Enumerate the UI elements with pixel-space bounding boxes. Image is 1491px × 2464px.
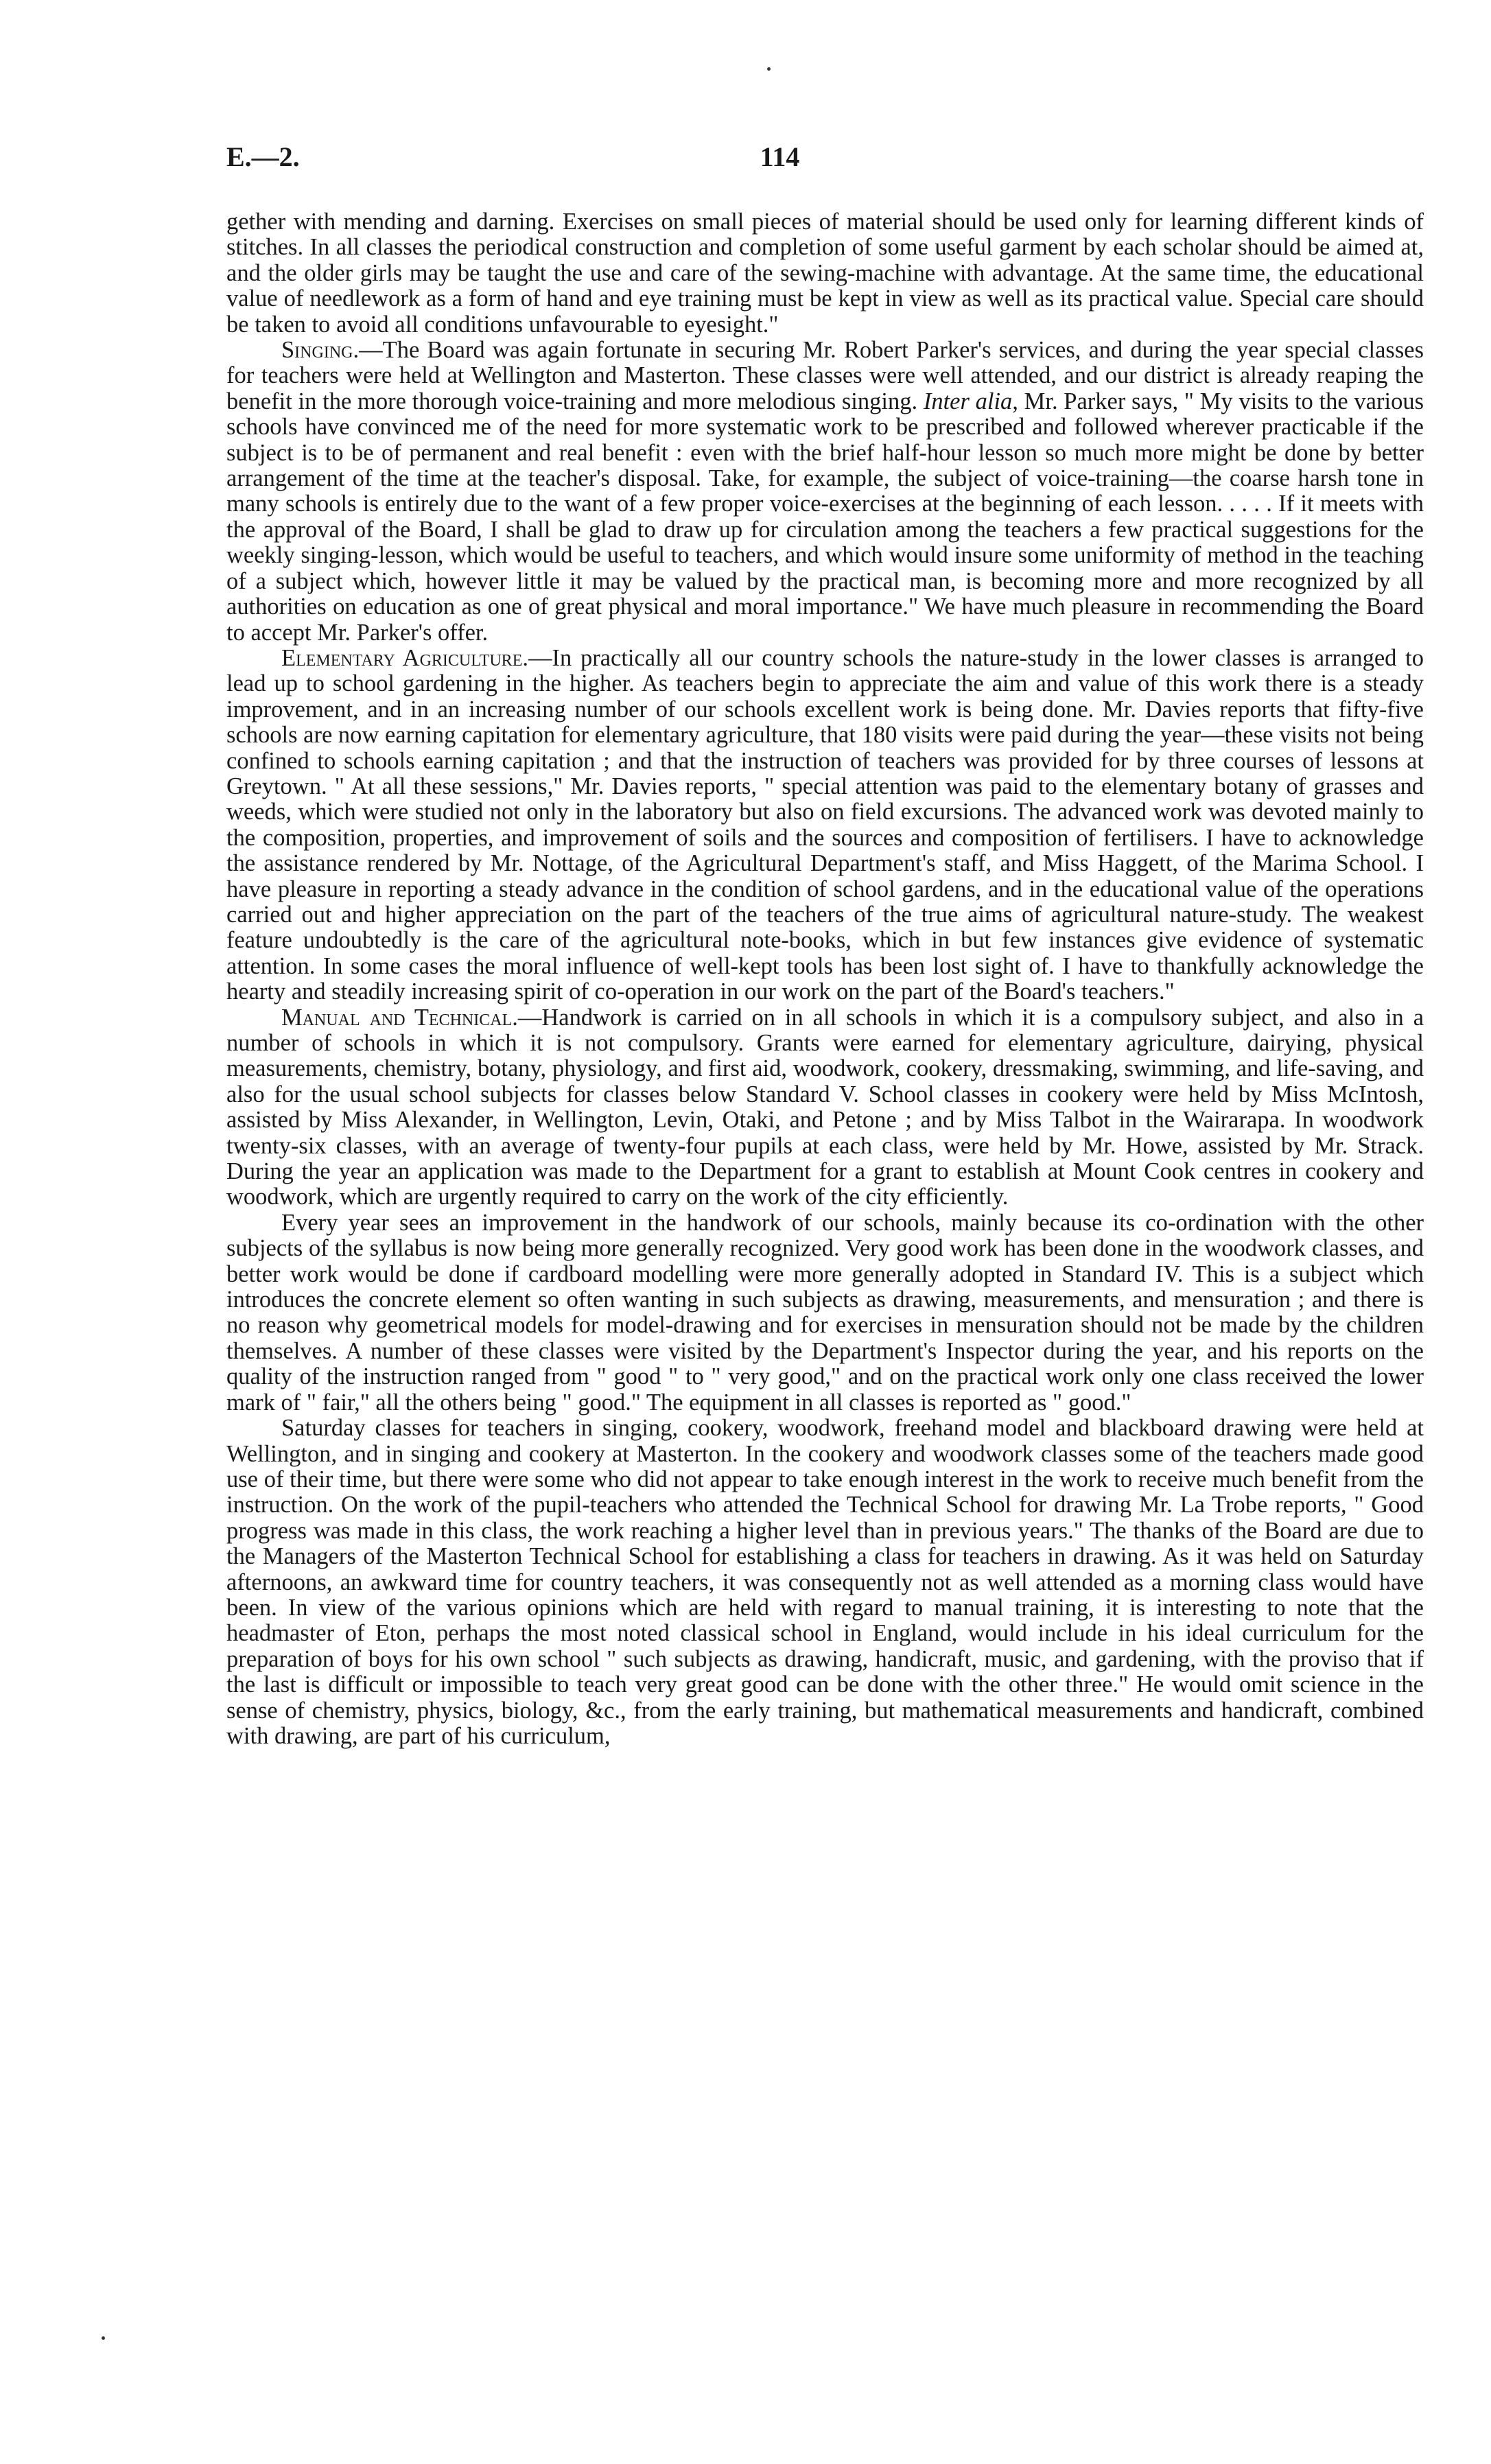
section-heading-elementary-agriculture: Elementary Agriculture. bbox=[281, 644, 528, 671]
section-heading-singing: Singing. bbox=[281, 337, 360, 364]
paragraph-text: Saturday classes for teachers in singing, cookery, woodwork, freehand model and blackboard drawing were held at Wellington, and in singing and cookery at Masterton. In the cookery and woodwork classes some of the teachers made good use of their time, but there were some who did not appear to take enough interest in the work to receive much benefit from the instruction. On the work of the pupil-teachers who attended the Technical School for drawing Mr. La Trobe reports, " Good progress was made in this class, the work reaching a higher level than in previous years." The thanks of the Board are due to the Managers of the Masterton Technical School for establishing a class for teachers in drawing. As it was held on Saturday afternoons, an awkward time for country teachers, it was consequently not as well attended as a morning class would have been. In view of the various opinions which are held with regard to manual training, it is interesting to note that the headmaster of Eton, perhaps the most noted classical school in England, would include in his ideal curriculum for the preparation of boys for his own school " such subjects as drawing, handicraft, music, and gardening, with the proviso that if the last is difficult or impossible to teach very great good can be done with the other three." He would omit science in the sense of chemistry, physics, biology, &c., from the early training, but mathematical measurements and handicraft, combined with drawing, are part of his curriculum, bbox=[226, 1415, 1424, 1749]
page-body bbox=[226, 209, 1424, 1749]
paragraph-manual-and-technical bbox=[226, 1005, 1424, 1210]
paragraph-text: —In practically all our country schools the nature-study in the lower classes is arranged to lead up to school gardening in the higher. As teachers begin to appreciate the aim and value of this work there is a steady improvement, and in an increasing number of our schools excellent work is being done. Mr. Davies reports that fifty-five schools are now earning capitation for elementary agriculture, that 180 visits were paid during the year—these visits not being confined to schools earning capitation ; and that the instruction of teachers was provided for by three courses of lessons at Greytown. " At all these sessions," Mr. Davies reports, " special attention was paid to the elementary botany of grasses and weeds, which were studied not only in the laboratory but also on field excursions. The advanced work was devoted mainly to the composition, properties, and improvement of soils and the sources and composition of fertilisers. I have to acknowledge the assistance rendered by Mr. Nottage, of the Agricultural Department's staff, and Miss Haggett, of the Marima School. I have pleasure in reporting a steady advance in the condition of school gardens, and in the educational value of the operations carried out and higher appreciation on the part of the teachers of the true aims of agricultural nature-study. The weakest feature undoubtedly is the care of the agricultural note-books, which in but few instances give evidence of systematic attention. In some cases the moral influence of well-kept tools has been lost sight of. I have to thankfully acknowledge the hearty and steadily increasing spirit of co-operation in our work on the part of the Board's teachers." bbox=[226, 644, 1424, 1005]
paragraph-saturday-classes bbox=[226, 1416, 1424, 1749]
paragraph-text: gether with mending and darning. Exercises on small pieces of material should be used only for learning different kinds of stitches. In all classes the periodical construction and completion of some useful garment by each scholar should be aimed at, and the older girls may be taught the use and care of the sewing-machine with advantage. At the same time, the educational value of needlework as a form of hand and eye training must be kept in view as well as its practical value. Special care should be taken to avoid all conditions unfavourable to eyesight." bbox=[226, 209, 1424, 338]
paragraph-text: Every year sees an improvement in the handwork of our schools, mainly because its co-ordination with the other subjects of the syllabus is now being more generally recognized. Very good work has been done in the woodwork classes, and better work would be done if cardboard modelling were more generally adopted in Standard IV. This is a subject which introduces the concrete element so often wanting in such subjects as drawing, measurements, and mensuration ; and there is no reason why geometrical models for model-drawing and for exercises in mensuration should not be made by the children themselves. A number of these classes were visited by the Department's Inspector during the year, and his reports on the quality of the instruction ranged from " good " to " very good," and on the practical work only one class received the lower mark of " fair," all the others being " good." The equipment in all classes is reported as " good." bbox=[226, 1209, 1424, 1416]
paragraph-text: —Handwork is carried on in all schools in which it is a compulsory subject, and also in a number of schools in which it is not compulsory. Grants were earned for elementary agriculture, dairying, physical measurements, chemistry, botany, physiology, and first aid, woodwork, cookery, dressmaking, swimming, and life-saving, and also for the usual school subjects for classes below Standard V. School classes in cookery were held by Miss McIntosh, assisted by Miss Alexander, in Wellington, Levin, Otaki, and Petone ; and by Miss Talbot in the Wairarapa. In woodwork twenty-six classes, with an average of twenty-four pupils at each class, were held by Mr. Howe, assisted by Mr. Strack. During the year an application was made to the Department for a grant to establish at Mount Cook centres in cookery and woodwork, which are urgently required to carry on the work of the city efficiently. bbox=[226, 1004, 1424, 1210]
paragraph-text: Mr. Parker says, " My visits to the various schools have convinced me of the need for more systematic work to be prescribed and followed wherever practicable if the subject is to be of permanent and real benefit : even with the brief half-hour lesson so much more might be done by better arrangement of the time at the teacher's disposal. Take, for example, the subject of voice-training—the coarse harsh tone in many schools is entirely due to the want of a few proper voice-exercises at the beginning of each lesson. . . . . If it meets with the approval of the Board, I shall be glad to draw up for circulation among the teachers a few practical suggestions for the weekly singing-lesson, which would be useful to teachers, and which would insure some uniformity of method in the teaching of a subject which, however little it may be valued by the practical man, is becoming more and more recognized by all authorities on education as one of great physical and moral importance." We have much pleasure in recommending the Board to accept Mr. Parker's offer. bbox=[226, 388, 1424, 646]
paragraph-elementary-agriculture bbox=[226, 646, 1424, 1005]
italic-phrase: Inter alia, bbox=[923, 388, 1018, 414]
page-header bbox=[226, 141, 1333, 182]
page-number: 114 bbox=[760, 141, 800, 172]
paragraph-needlework-continuation bbox=[226, 209, 1424, 338]
section-heading-manual-and-technical: Manual and Technical. bbox=[281, 1004, 518, 1031]
scan-speck bbox=[102, 2336, 105, 2340]
document-reference: E.—2. bbox=[226, 141, 300, 172]
scan-speck bbox=[767, 67, 771, 71]
paragraph-text: —The Board was again fortunate in securing Mr. Robert Parker's services, and during the year special classes for teachers were held at Wellington and Masterton. These classes were well attended, and our district is already reaping the benefit in the more thorough voice-training and more melodious singing. bbox=[226, 337, 1424, 414]
paragraph-handwork-improvement bbox=[226, 1210, 1424, 1416]
paragraph-singing bbox=[226, 338, 1424, 646]
